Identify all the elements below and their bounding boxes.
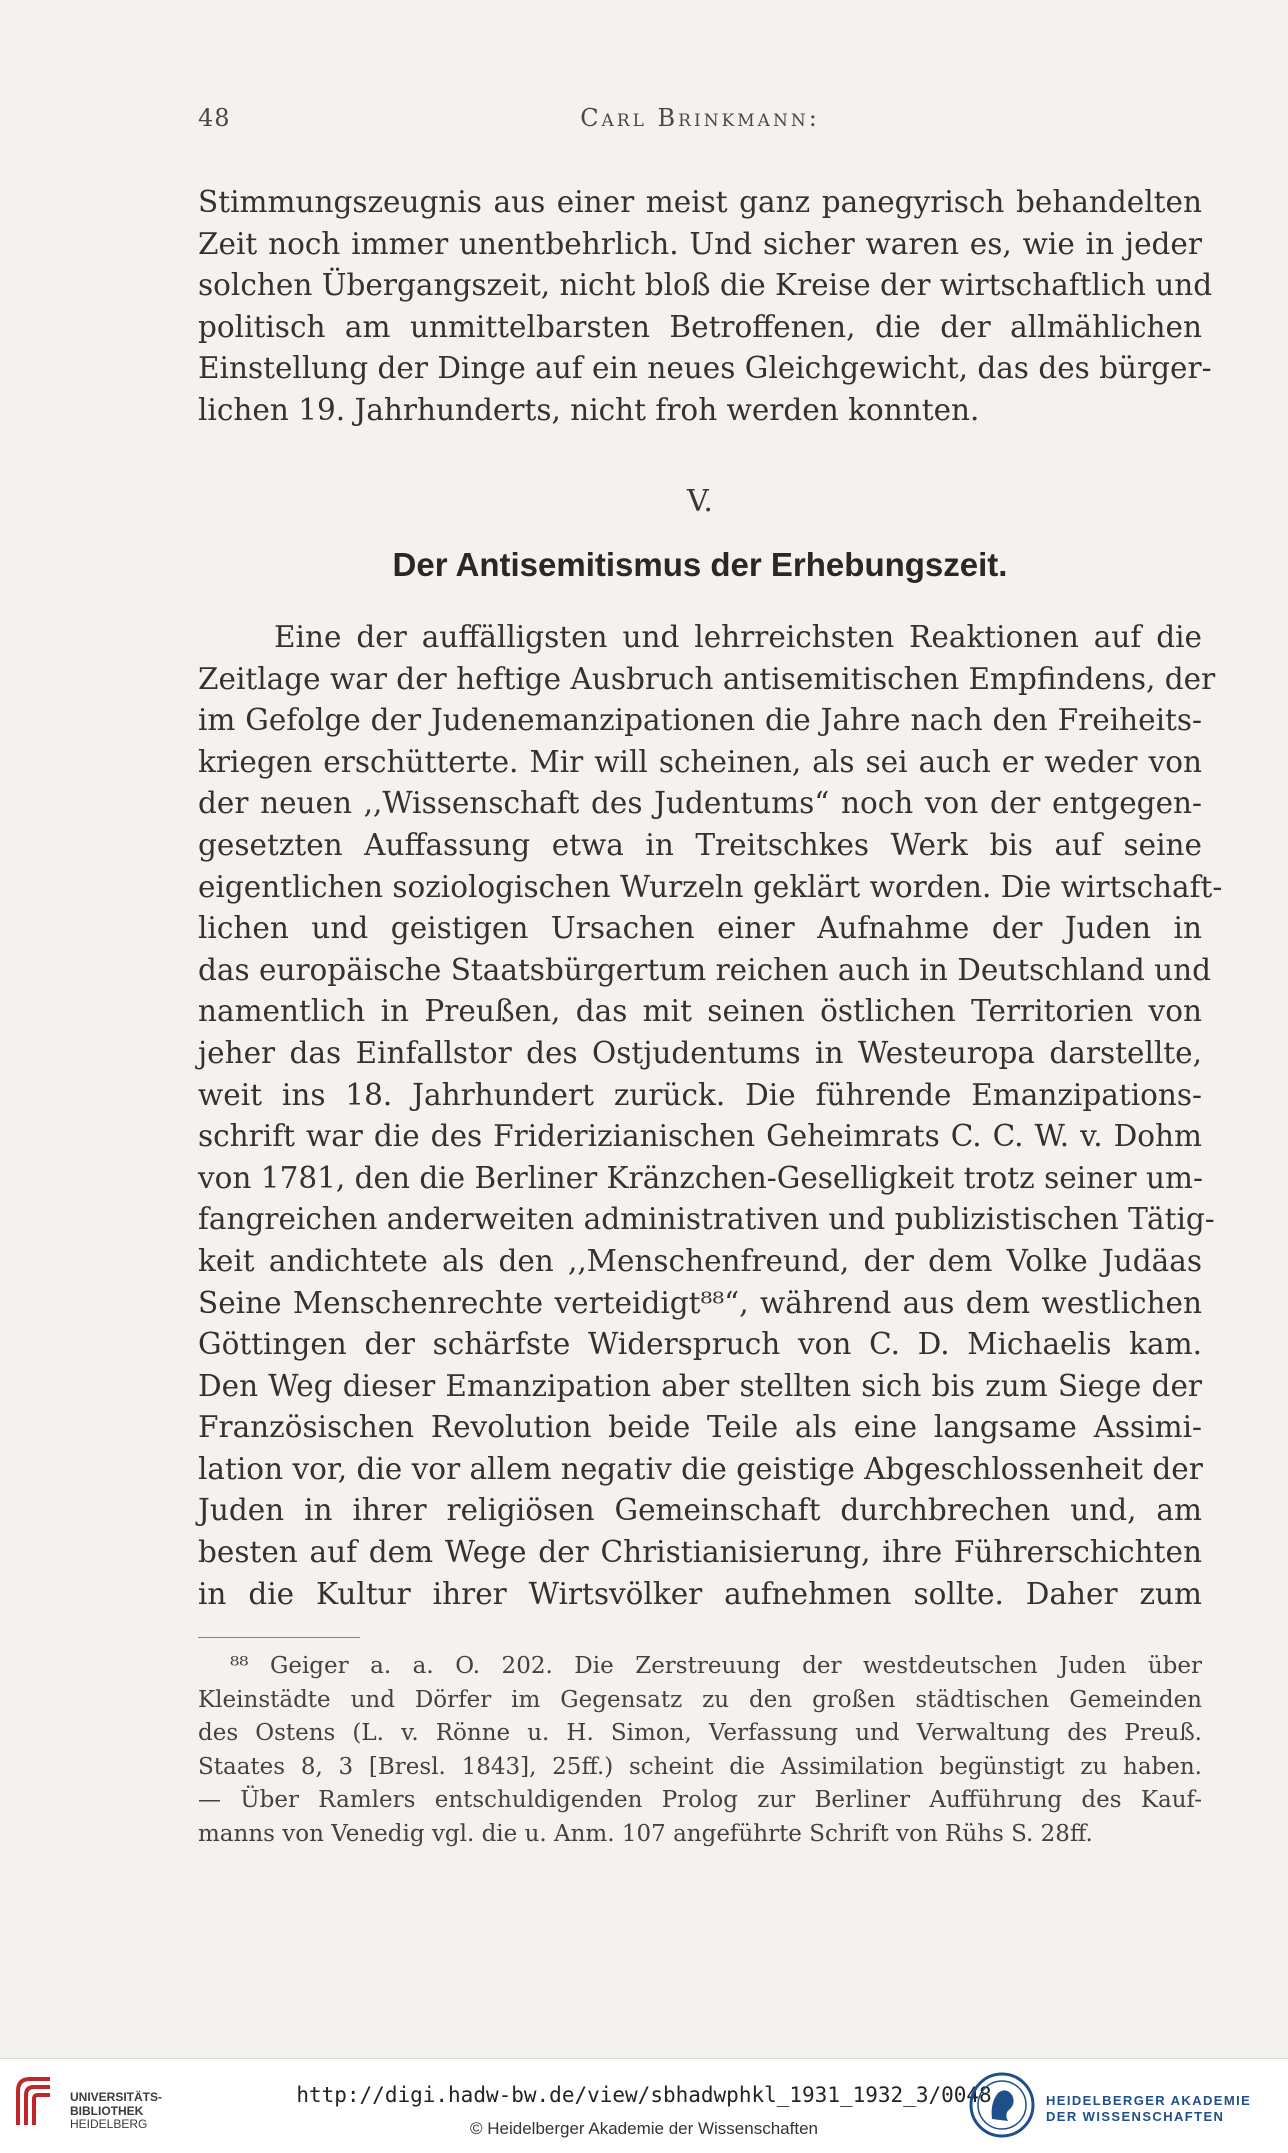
academy-emblem-icon bbox=[968, 2069, 1036, 2141]
section-heading: Der Antisemitismus der Erhebungszeit. bbox=[392, 546, 1008, 583]
footnote-line: manns von Venedig vgl. die u. Anm. 107 angeführte Schrift von Rühs S. 28ff. bbox=[198, 1820, 1093, 1847]
footnote-line: Kleinstädte und Dörfer im Gegensatz zu den großen städtischen Gemeinden bbox=[198, 1686, 1202, 1713]
text-line: jeher das Einfallstor des Ostjudentums in Westeuropa darstellte, bbox=[198, 1035, 1202, 1070]
text-line: Stimmungszeugnis aus einer meist ganz panegyrisch behandelten bbox=[198, 185, 1202, 219]
text-line: besten auf dem Wege der Christianisierung, ihre Führerschichten bbox=[198, 1535, 1202, 1570]
section-number: V. bbox=[687, 484, 713, 519]
text-line: Zeitlage war der heftige Ausbruch antisemitischen Empfindens, der bbox=[198, 661, 1216, 696]
text-line: der neuen ,,Wissenschaft des Judentums“ noch von der entgegen- bbox=[198, 786, 1202, 821]
text-line: politisch am unmittelbarsten Betroffenen, die der allmählichen bbox=[198, 309, 1202, 344]
text-line: das europäische Staatsbürgertum reichen auch in Deutschland und bbox=[198, 952, 1212, 987]
text-line: namentlich in Preußen, das mit seinen östlichen Territorien von bbox=[198, 994, 1202, 1029]
text-line: von 1781, den die Berliner Kränzchen-Geselligkeit trotz seiner um- bbox=[198, 1160, 1203, 1195]
text-line: solchen Übergangszeit, nicht bloß die Kreise der wirtschaftlich und bbox=[198, 268, 1213, 303]
footnote-divider bbox=[198, 1637, 360, 1638]
text-line: Den Weg dieser Emanzipation aber stellten sich bis zum Siege der bbox=[198, 1368, 1202, 1403]
footnote-line: des Ostens (L. v. Rönne u. H. Simon, Verfassung und Verwaltung des Preuß. bbox=[198, 1720, 1202, 1746]
text-line: kriegen erschütterte. Mir will scheinen, als sei auch er weder von bbox=[198, 744, 1202, 779]
academy-name bbox=[1046, 2093, 1251, 2125]
text-line: in die Kultur ihrer Wirtsvölker aufnehmen sollte. Daher zum bbox=[198, 1576, 1202, 1611]
text-line: lichen 19. Jahrhunderts, nicht froh werden konnten. bbox=[198, 392, 980, 427]
text-line: Seine Menschenrechte verteidigt⁸⁸“, während aus dem westlichen bbox=[198, 1285, 1202, 1320]
library-name-line: HEIDELBERG bbox=[70, 2117, 148, 2131]
text-line: eigentlichen soziologischen Wurzeln geklärt worden. Die wirtschaft- bbox=[198, 869, 1223, 904]
academy-name-line: DER WISSENSCHAFTEN bbox=[1046, 2109, 1225, 2124]
footnote-line: — Über Ramlers entschuldigenden Prolog zur Berliner Aufführung des Kauf- bbox=[198, 1787, 1202, 1813]
text-line: keit andichtete als den ,,Menschenfreund, der dem Volke Judäas bbox=[198, 1243, 1202, 1278]
intro-paragraph bbox=[198, 182, 1213, 432]
permalink-url[interactable]: http://digi.hadw-bw.de/view/sbhadwphkl_1931_1932_3/0048 bbox=[296, 2083, 992, 2107]
running-head bbox=[198, 104, 1202, 140]
text-line: im Gefolge der Judenemanzipationen die Jahre nach den Freiheits- bbox=[198, 703, 1202, 738]
footer-bar bbox=[0, 2058, 1288, 2153]
footnote-line: ⁸⁸ Geiger a. a. O. 202. Die Zerstreuung der westdeutschen Juden über bbox=[230, 1653, 1202, 1679]
text-line: schrift war die des Friderizianischen Geheimrats C. C. W. v. Dohm bbox=[198, 1119, 1202, 1154]
academy-logo[interactable] bbox=[968, 2069, 1268, 2141]
text-line: gesetzten Auffassung etwa in Treitschkes Werk bis auf seine bbox=[198, 827, 1202, 862]
text-line: fangreichen anderweiten administrativen und publizistischen Tätig- bbox=[198, 1202, 1215, 1237]
text-line: Göttingen der schärfste Widerspruch von C. D. Michaelis kam. bbox=[198, 1327, 1202, 1362]
library-name-line: BIBLIOTHEK bbox=[70, 2103, 144, 2118]
author-header: Carl Brinkmann: bbox=[580, 104, 820, 132]
page-number: 48 bbox=[198, 104, 231, 132]
library-name-line: UNIVERSITÄTS- bbox=[70, 2090, 163, 2104]
text-line: Französischen Revolution beide Teile als eine langsame Assimi- bbox=[198, 1410, 1202, 1445]
academy-name-line: HEIDELBERGER AKADEMIE bbox=[1046, 2093, 1252, 2108]
text-line: Zeit noch immer unentbehrlich. Und sicher waren es, wie in jeder bbox=[198, 226, 1202, 261]
footnotes bbox=[198, 1650, 1202, 1851]
main-paragraph bbox=[198, 617, 1223, 1615]
text-line: lichen und geistigen Ursachen einer Aufnahme der Juden in bbox=[198, 911, 1202, 946]
text-line: lation vor, die vor allem negativ die geistige Abgeschlossenheit der bbox=[198, 1451, 1203, 1486]
text-line: Einstellung der Dinge auf ein neues Gleichgewicht, das des bürger- bbox=[198, 351, 1212, 386]
footnote-line: Staates 8, 3 [Bresl. 1843], 25ff.) scheint die Assimilation begünstigt zu haben. bbox=[198, 1753, 1202, 1780]
copyright-notice: © Heidelberger Akademie der Wissenschaften bbox=[470, 2119, 818, 2138]
text-line: Eine der auffälligsten und lehrreichsten Reaktionen auf die bbox=[274, 620, 1202, 654]
text-line: weit ins 18. Jahrhundert zurück. Die führende Emanzipations- bbox=[198, 1077, 1202, 1112]
text-line: Juden in ihrer religiösen Gemeinschaft durchbrechen und, am bbox=[198, 1493, 1202, 1528]
